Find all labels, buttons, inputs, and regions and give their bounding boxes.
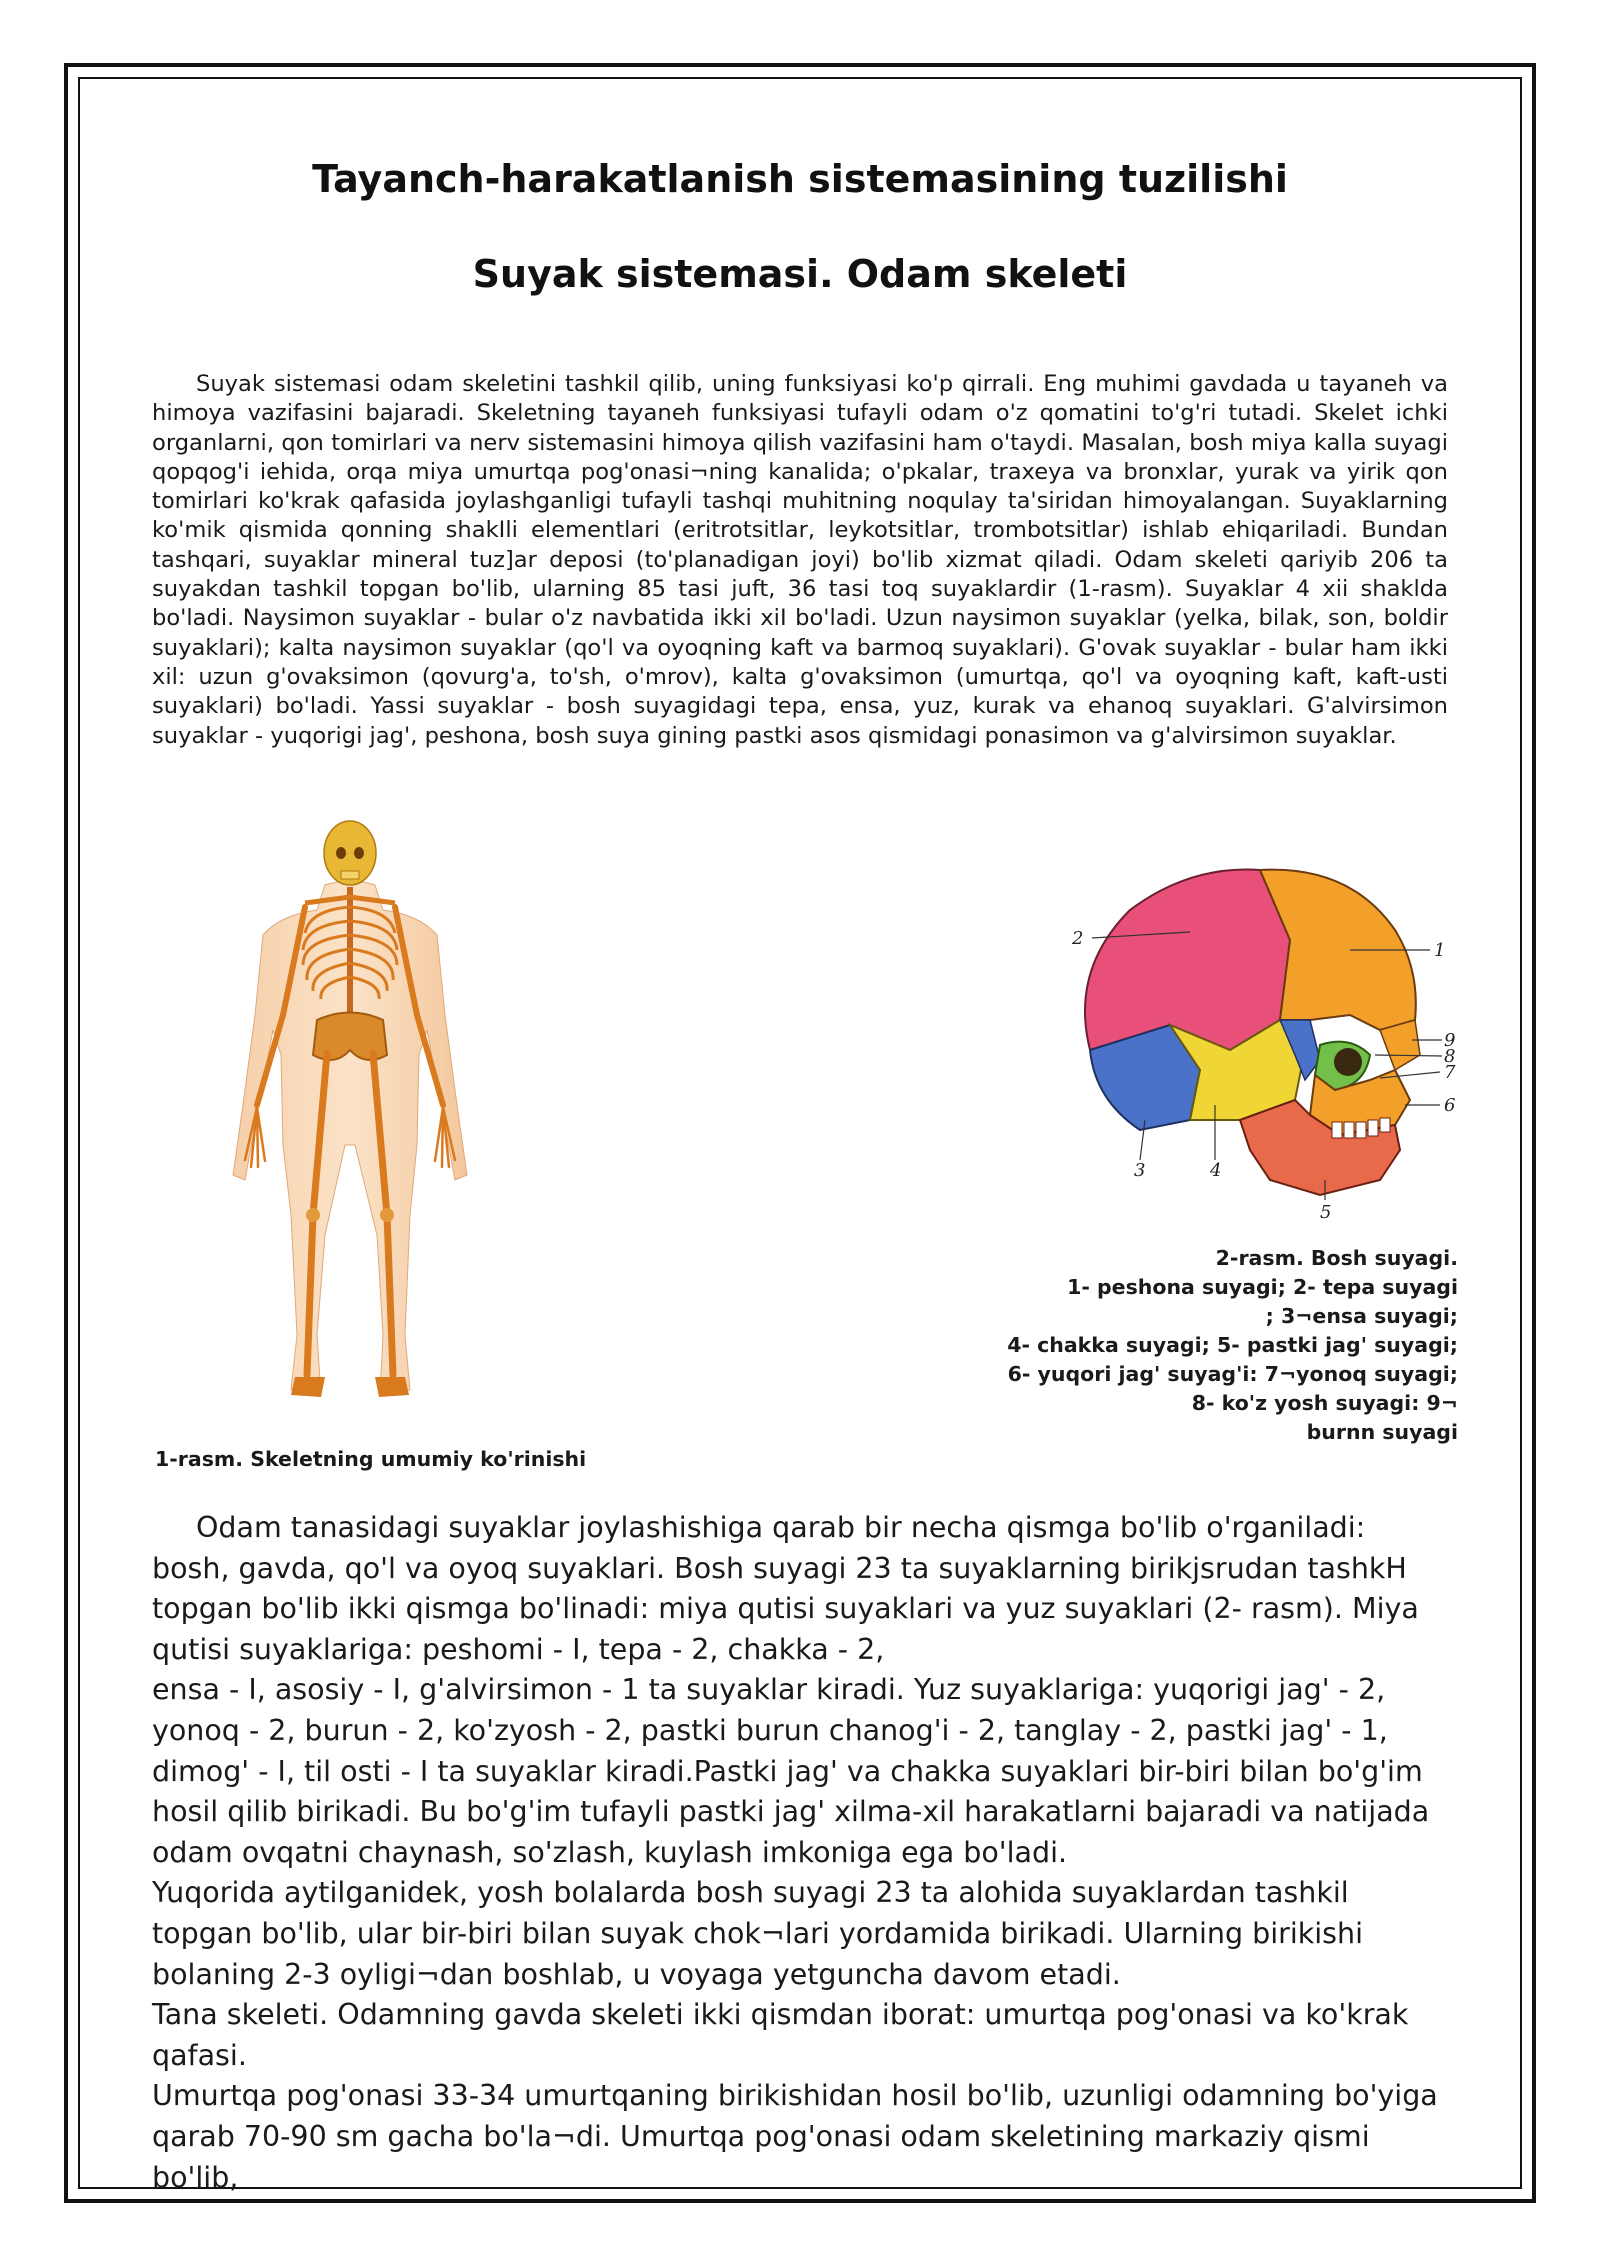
- body-paragraph: Yuqorida aytilganidek, yosh bolalarda bosh suyagi 23 ta alohida suyaklardan tashkil topgan bo'lib, ular bir-biri bilan suyak chok¬lari yordamida birikadi. Ularning birikishi bolaning 2-3 oyligi¬dan boshlab, u voyaga yetguncha davom etadi.: [152, 1876, 1364, 1991]
- section-subtitle: Suyak sistemasi. Odam skeleti: [472, 252, 1128, 296]
- body-paragraph: Umurtqa pog'onasi 33-34 umurtqaning birikishidan hosil bo'lib, uzunligi odamning bo'yiga qarab 70-90 sm gacha bo'la¬di. Umurtqa pog'onasi odam skeletining markaziy qismi bo'lib,: [152, 2079, 1438, 2194]
- caption-line: ; 3¬ensa suyagi;: [1265, 1304, 1458, 1328]
- intro-paragraph: Suyak sistemasi odam skeletini tashkil qilib, uning funksiyasi ko'p qirrali. Eng muhimi gavdada u tayaneh va himoya vazifasini bajaradi. Skeletning tayaneh funksiyasi tufayli odam o'z qomatini to'g'ri tutadi. Skelet ichki organlarni, qon tomirlari va nerv sistemasini himoya qilish vazifasini ham o'taydi. Masalan, bosh miya kalla suyagi qopqog'i iehida, orqa miya umurtqa pog'onasi¬ning kanalida; o'pkalar, traxeya va bronxlar, yurak va yirik qon tomirlari ko'krak qafasida joylashganligi tufayli tashqi muhitning noqulay ta'siridan himoyalangan. Suyaklarning ko'mik qismida qonning shakIli elementlari (eritrotsitlar, leykotsitlar, trombotsitlar) ishlab ehiqariladi. Bundan tashqari, suyaklar mineral tuz]ar deposi (to'planadigan joyi) bo'lib xizmat qiladi. Odam skeleti qariyib 206 ta suyakdan tashkil topgan bo'lib, ularning 85 tasi juft, 36 tasi toq suyaklardir (1-rasm). Suyaklar 4 xii shaklda bo'ladi. Naysimon suyaklar - bular o'z navbatida ikki xiI bo'ladi. Uzun naysimon suyaklar (yelka, bilak, son, boldir suyaklari); kalta naysimon suyaklar (qo'l va oyoqning kaft va barmoq suyaklari). G'ovak suyaklar - bular ham ikki xil: uzun g'ovaksimon (qovurg'a, to'sh, o'mrov), kalta g'ovaksimon (umurtqa, qo'l va oyoqning kaft, kaft-usti suyaklari) bo'ladi. Yassi suyaklar - bosh suyagidagi tepa, ensa, yuz, kurak va ehanoq suyaklari. G'alvirsimon suyaklar - yuqorigi jag', peshona, bosh suya gining pastki asos qismidagi ponasimon va g'alvirsimon suyaklar.: [152, 371, 1448, 749]
- body-paragraph: Tana skeleti. Odamning gavda skeleti ikki qismdan iborat: umurtqa pog'onasi va ko'krak qafasi.: [152, 1998, 1409, 2072]
- caption-line: 8- ko'z yosh suyagi: 9¬: [1191, 1391, 1458, 1415]
- skull-label: 9: [1444, 1030, 1456, 1051]
- skull-label: 2: [1072, 928, 1084, 949]
- skull-label: 5: [1320, 1202, 1332, 1220]
- figure2-caption: [1000, 1244, 1458, 1447]
- caption-line: 1- peshona suyagi; 2- tepa suyagi: [1067, 1275, 1458, 1299]
- page-title: Tayanch-harakatlanish sistemasining tuzilishi: [312, 157, 1288, 201]
- skull-label: 8: [1444, 1046, 1456, 1067]
- skull-label: 6: [1444, 1095, 1456, 1116]
- skeleton-illustration: [205, 815, 495, 1405]
- skull-label: 7: [1444, 1062, 1456, 1083]
- skull-illustration: [1050, 850, 1470, 1220]
- caption-line: burnn suyagi: [1306, 1420, 1458, 1444]
- caption-line: 6- yuqori jag' suyag'i: 7¬yonoq suyagi;: [1007, 1362, 1458, 1386]
- skull-label: 3: [1134, 1160, 1146, 1181]
- body-paragraph: ensa - I, asosiy - I, g'alvirsimon - 1 ta suyaklar kiradi. Yuz suyaklariga: yuqorigi jag' - 2, yonoq - 2, burun - 2, ko'zyosh - 2, pastki burun chanog'i - 2, tanglay - 2, pastki jag' - 1, dimog' - I, til osti - I ta suyaklar kiradi.Pastki jag' va chakka suyaklari bir-biri bilan bo'g'im hosil qilib birikadi. Bu bo'g'im tufayli pastki jag' xilma-xil harakatlarni bajaradi va natijada odam ovqatni chaynash, so'zlash, kuylash imkoniga ega bo'ladi.: [152, 1673, 1430, 1869]
- caption-line: 4- chakka suyagi; 5- pastki jag' suyagi;: [1007, 1333, 1458, 1357]
- caption-line: 2-rasm. Bosh suyagi.: [1215, 1246, 1458, 1270]
- figure1-caption: 1-rasm. Skeletning umumiy ko'rinishi: [155, 1447, 587, 1471]
- body-text: [152, 1508, 1448, 2198]
- skull-label: 1: [1434, 940, 1446, 961]
- body-paragraph: Odam tanasidagi suyaklar joylashishiga qarab bir necha qismga bo'lib o'rganiladi: bosh, gavda, qo'l va oyoq suyaklari. Bosh suyagi 23 ta suyaklarning birikjsrudan tashkH topgan bo'lib ikki qismga bo'linadi: miya qutisi suyaklari va yuz suyaklari (2- rasm). Miya qutisi suyaklariga: peshomi - I, tepa - 2, chakka - 2,: [152, 1511, 1419, 1666]
- skull-label: 4: [1210, 1160, 1222, 1181]
